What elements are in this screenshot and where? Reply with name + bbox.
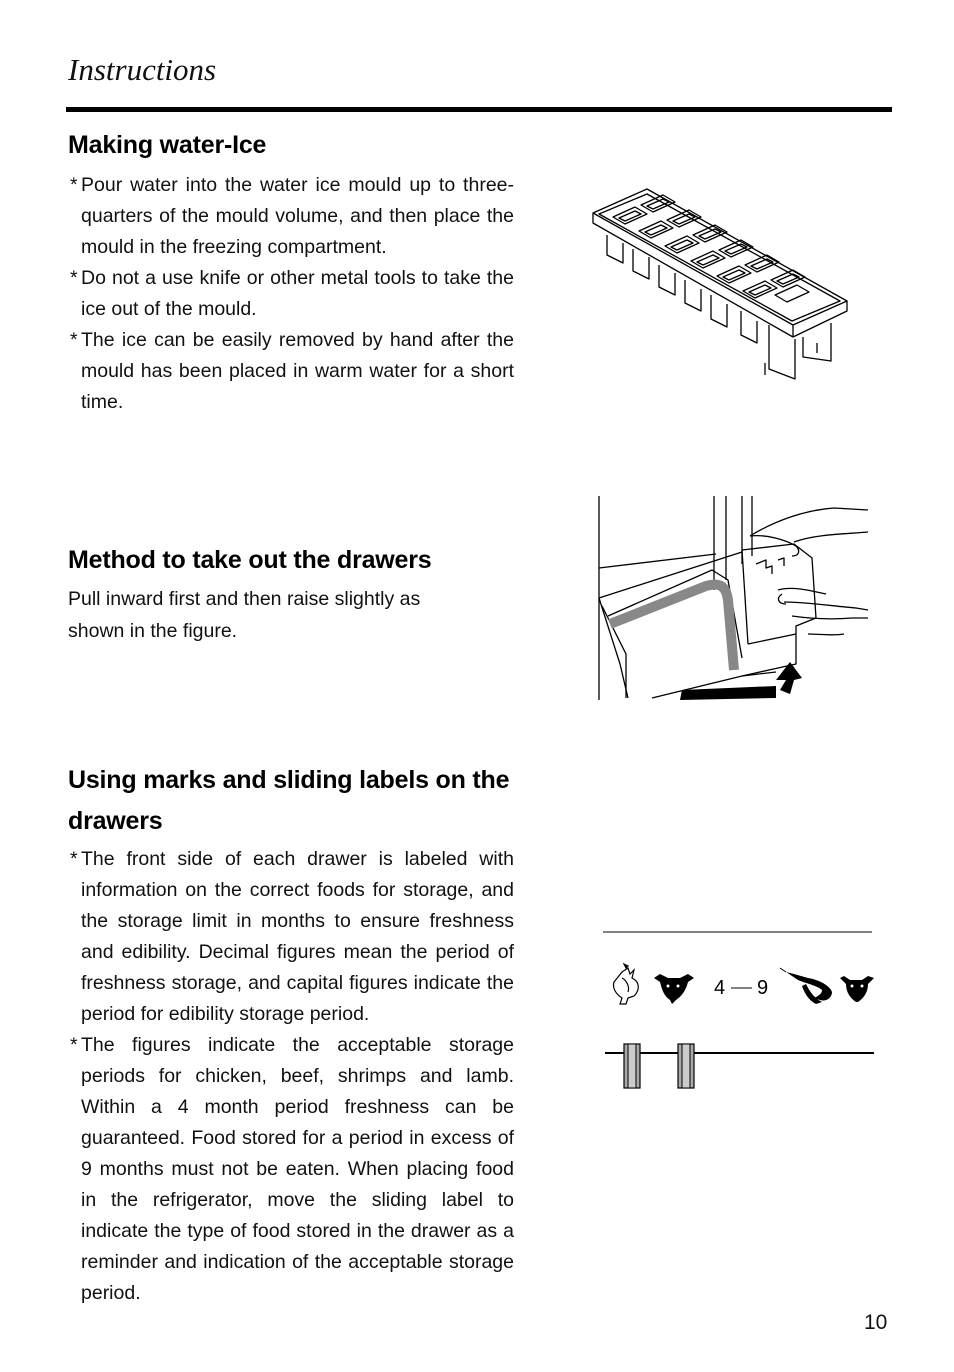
list-item: * Pour water into the water ice mould up to three-quarters of the mould volume, and then place the mould in the freezing compartment. [70,170,514,263]
ice-instructions-list [70,170,514,418]
list-item: * The figures indicate the acceptable storage periods for chicken, beef, shrimps and lamb. Within a 4 month period freshness can be guaranteed. Food stored for a period in excess of 9 months must not be eaten. When placing food in the refrigerator, move the sliding label to indicate the type of food stored in the drawer as a reminder and indication of the acceptable storage period. [70,1030,514,1309]
drawer-removal-illustration [596,494,872,704]
header-rule [66,107,892,112]
list-item: * The front side of each drawer is labeled with information on the correct foods for storage, and the storage limit in months to ensure freshness and edibility. Decimal figures mean the period of freshness storage, and capital figures indicate the period for edibility storage period. [70,844,514,1030]
section-title-drawers: Method to take out the drawers [68,546,432,574]
ice-tray-illustration [585,185,855,385]
sliding-label-handle [624,1044,640,1088]
drawer-label-illustration [600,920,878,1100]
page-header-title: Instructions [68,52,217,87]
labels-instructions-list [70,844,514,1309]
section-title-labels: Using marks and sliding labels on the drawers [68,766,510,835]
section-title-making-ice: Making water-Ice [68,131,267,159]
beef-icon [654,974,694,1004]
page-number: 10 [864,1311,888,1334]
max-months-label: 9 [757,977,769,999]
min-months-label: 4 [714,977,726,999]
chicken-icon [613,964,638,1004]
list-item: * The ice can be easily removed by hand after the mould has been placed in warm water for a short time. [70,325,514,418]
drawers-instruction-text: Pull inward first and then raise slightly as shown in the figure. [68,588,421,642]
shrimp-icon [780,968,832,1004]
list-item: * Do not a use knife or other metal tools to take the ice out of the mould. [70,263,514,325]
sliding-label-handle [678,1044,694,1088]
lamb-icon [840,976,874,1002]
